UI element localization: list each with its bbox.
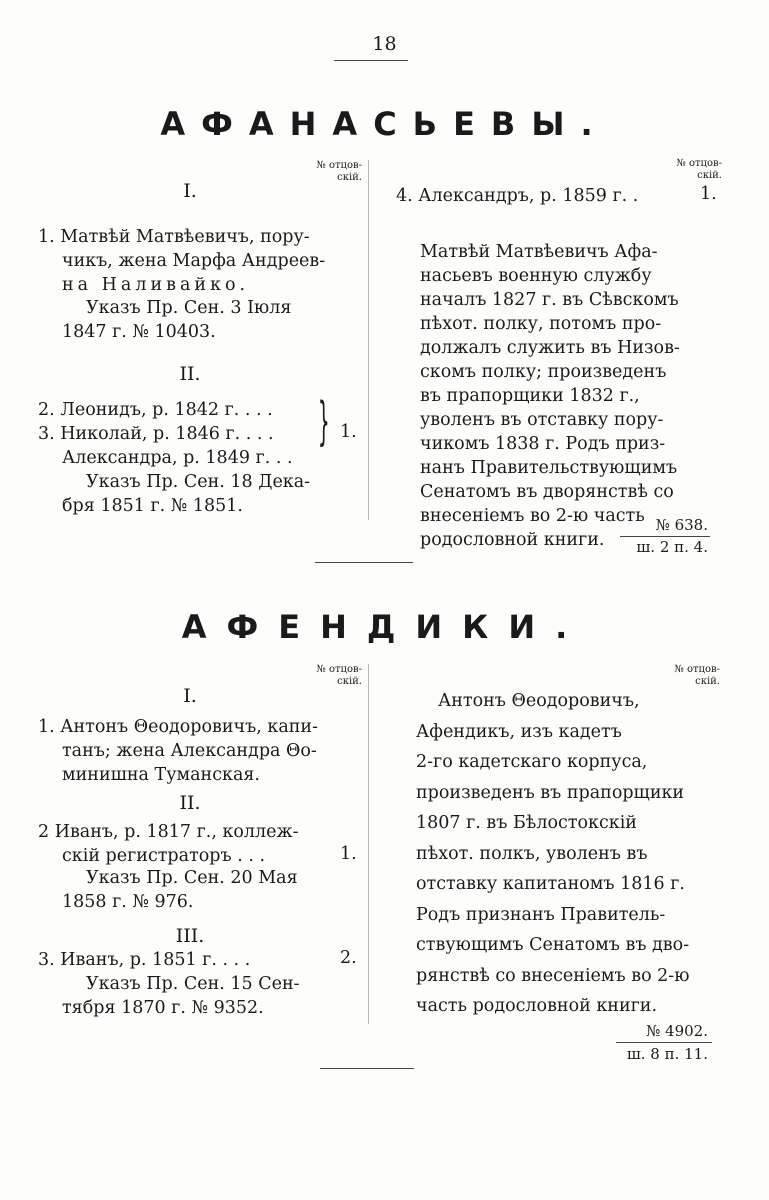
section-separator [320, 1068, 414, 1069]
biography-text: Антонъ Θеодоровичъ, Афендикъ, изъ кадетъ 2-го кадетскаго корпуса, произведенъ въ прапорщики 1807 г. въ Бѣлостокскій пѣхот. полкъ, уволенъ въ отставку капитаномъ 1816 г. Родъ признанъ Правитель- ствующимъ Сенатомъ въ дво- рянствѣ со внесеніемъ во 2-ю часть родословной книги. [416, 691, 690, 1016]
genealogy-entry: 2. Леонидъ, р. 1842 г. . . . 3. Николай, р. 1846 г. . . . Александра, р. 1849 г. . . [38, 400, 293, 468]
genealogy-entry: 4. Александръ, р. 1859 г. . [396, 186, 639, 206]
generation-numeral: I. [183, 685, 197, 707]
father-number: 1. [700, 184, 717, 204]
generation-numeral: II. [179, 792, 201, 814]
decree-text: Указъ Пр. Сен. 3 Іюля 1847 г. № 10403. [62, 298, 292, 342]
decree-text: Указъ Пр. Сен. 18 Дека- бря 1851 г. № 1851. [62, 472, 311, 516]
genealogy-entry: 3. Иванъ, р. 1851 г. . . . [38, 950, 251, 970]
section-separator [315, 562, 413, 563]
register-rule [616, 1042, 712, 1043]
genealogy-entry: 1. Матвѣй Матвѣевичъ, пору- чикъ, жена Марфа Андреев- на Наливайко. [38, 227, 326, 295]
decree-text: Указъ Пр. Сен. 20 Мая 1858 г. № 976. [62, 868, 298, 912]
column-divider [368, 664, 369, 1024]
father-column-note-right: № отцов- скій. [674, 664, 720, 687]
genealogy-entry: 1. Антонъ Θеодоровичъ, капи- танъ; жена Александра Θо- минишна Туманская. [38, 717, 318, 785]
genealogy-entry: 2 Иванъ, р. 1817 г., коллеж- скій регистраторъ . . . [38, 822, 299, 866]
column-divider [368, 160, 369, 520]
generation-numeral: I. [183, 180, 197, 202]
page-number-rule [334, 60, 408, 61]
brace-icon: } [318, 392, 330, 452]
father-column-note-right: № отцов- скій. [676, 158, 722, 181]
decree-text: Указъ Пр. Сен. 15 Сен- тября 1870 г. № 9352. [62, 974, 300, 1018]
biography-text: Матвѣй Матвѣевичъ Афа- насьевъ военную службу началъ 1827 г. въ Сѣвскомъ пѣхот. полку, потомъ про- должалъ служить въ Низов- скомъ полку; произведенъ въ прапорщики 1832 г., уволенъ въ отставку пору- чикомъ 1838 г. Родъ приз- нанъ Правительствующимъ Сенатомъ въ дворянствѣ со внесеніемъ во 2-ю часть родословной книги. [420, 242, 680, 550]
family-title-afendiki: АФЕНДИКИ. [181, 608, 588, 646]
register-number: № 4902. [646, 1022, 708, 1040]
register-location: ш. 8 п. 11. [626, 1045, 708, 1063]
generation-numeral: II. [179, 363, 201, 385]
father-number: 1. [340, 844, 357, 864]
father-number: 2. [340, 948, 357, 968]
family-title-afanasievy: АФАНАСЬЕВЫ. [160, 105, 609, 143]
register-location: ш. 2 п. 4. [636, 538, 708, 556]
register-number: № 638. [655, 516, 708, 534]
page-number: 18 [372, 33, 397, 55]
register-rule [620, 536, 710, 537]
father-column-note: № отцов- скій. [316, 664, 362, 687]
father-number: 1. [340, 422, 357, 442]
generation-numeral: III. [175, 925, 205, 947]
father-column-note: № отцов- скій. [316, 160, 362, 183]
